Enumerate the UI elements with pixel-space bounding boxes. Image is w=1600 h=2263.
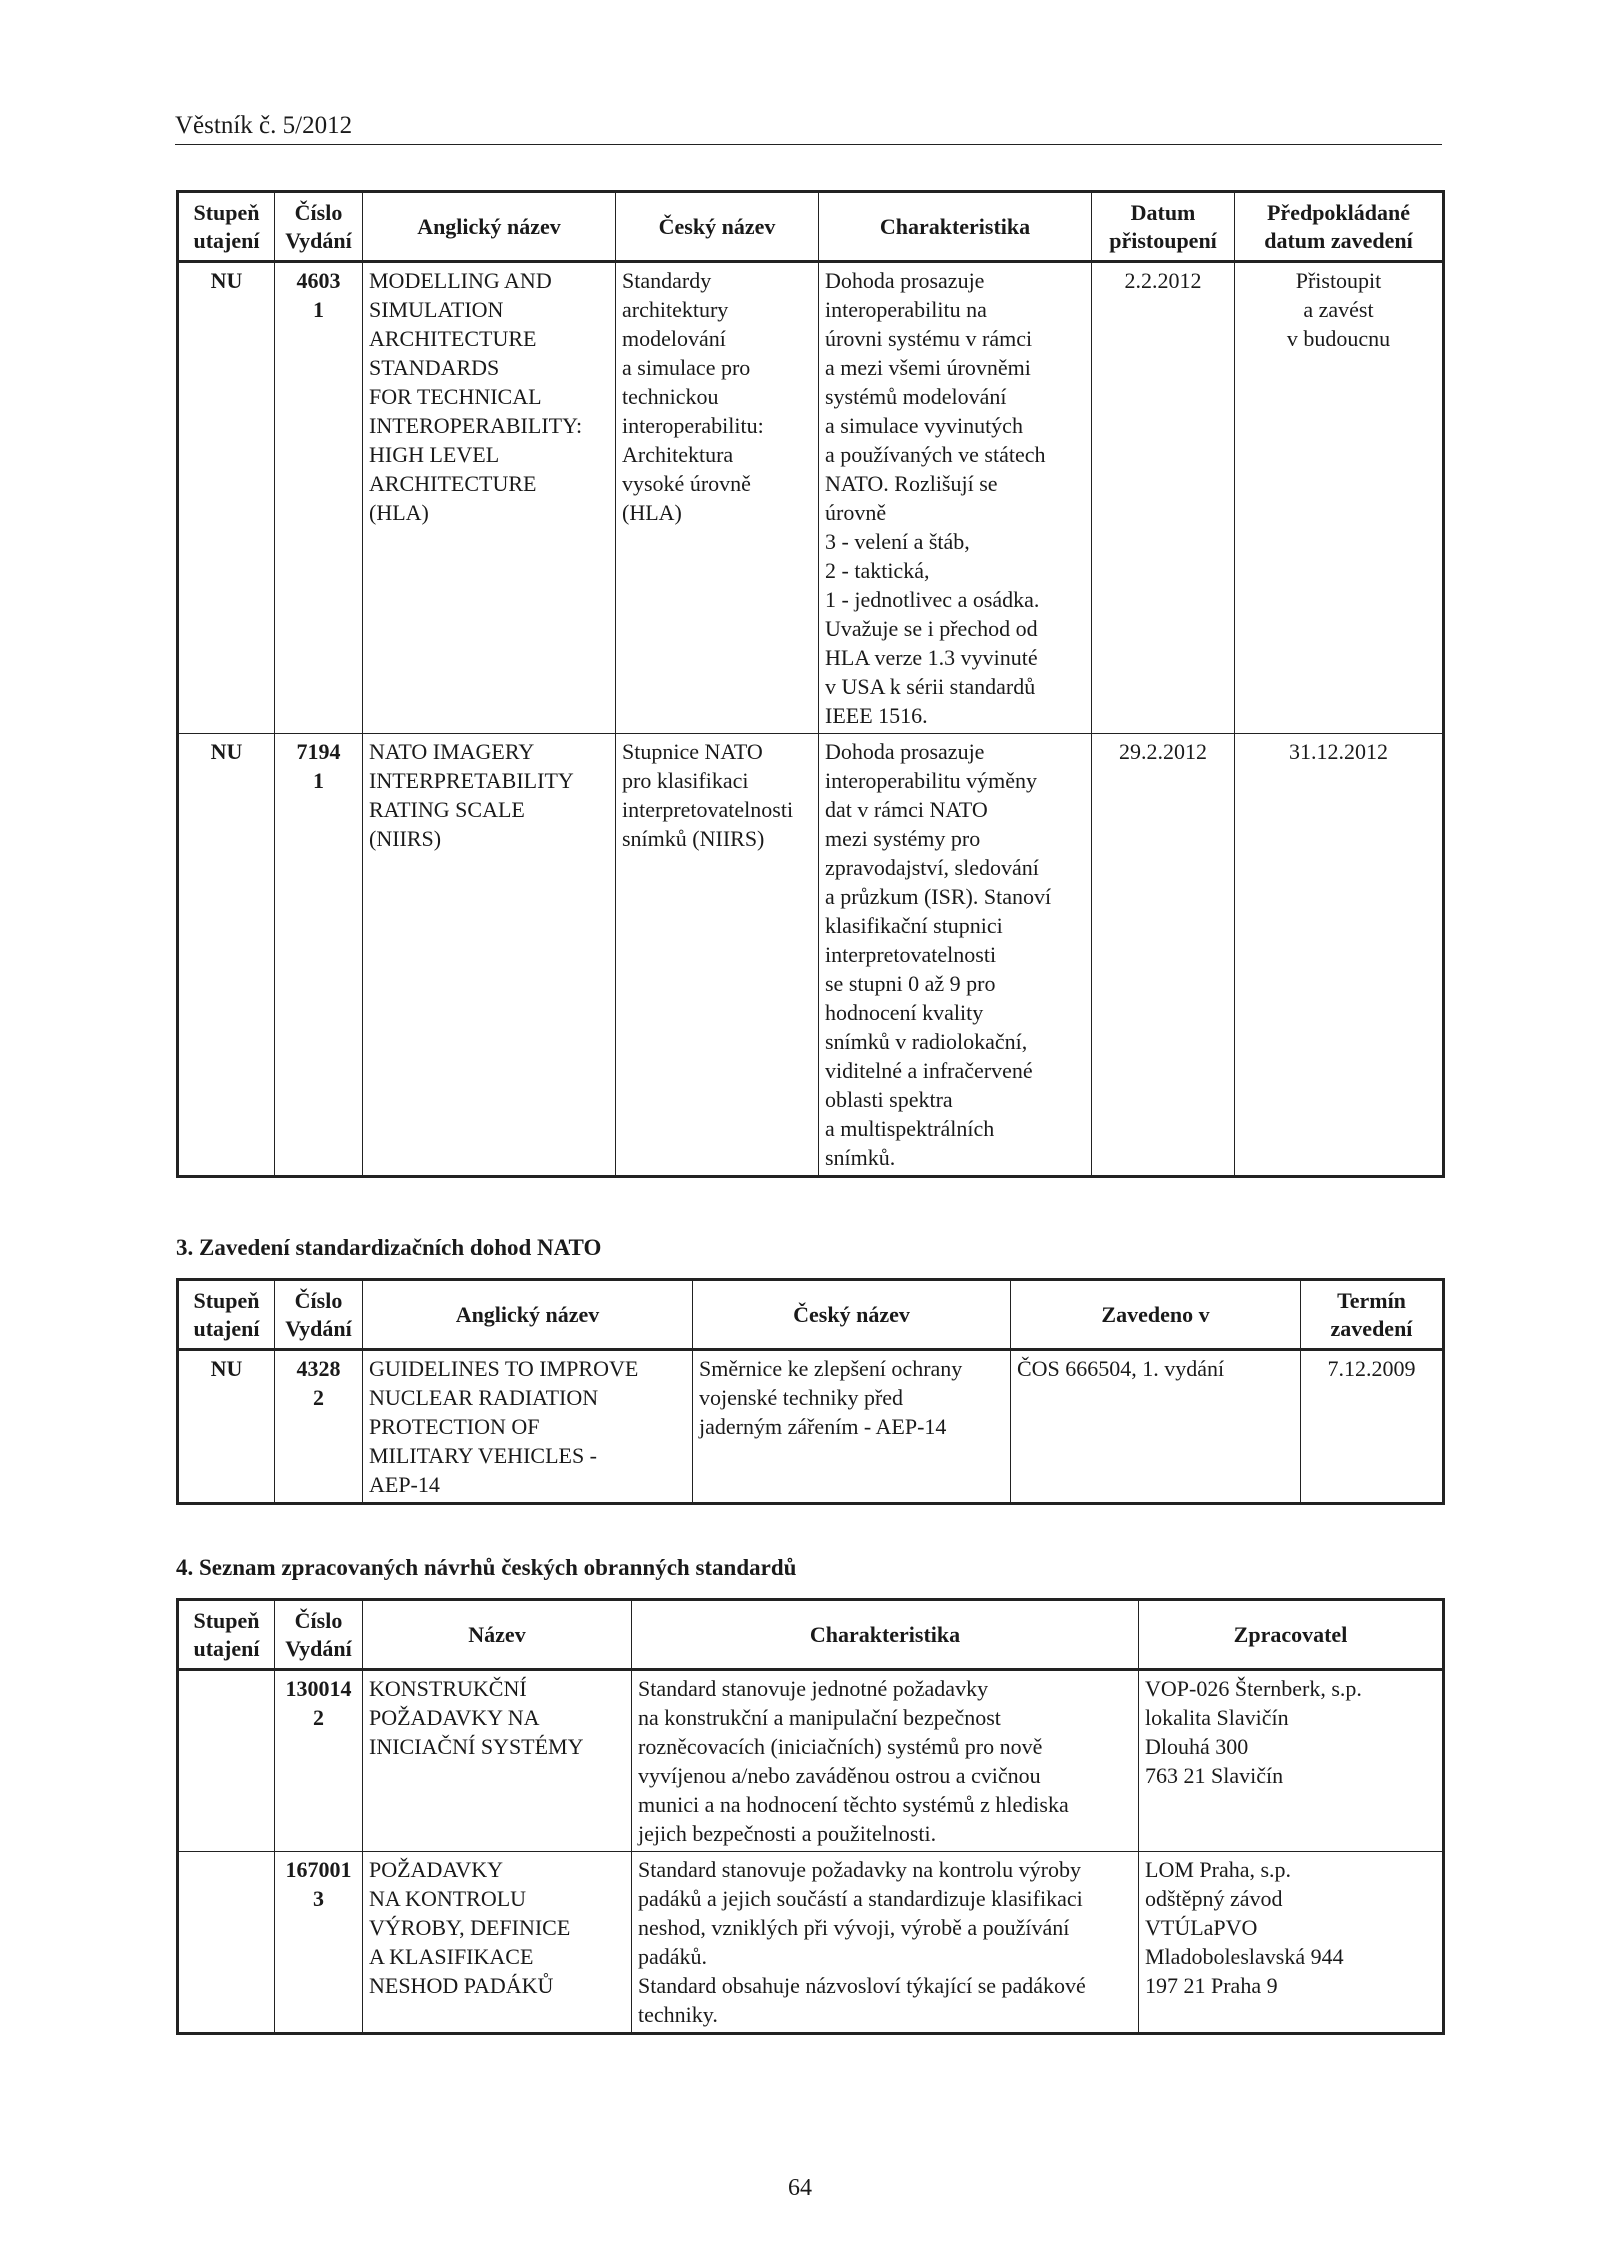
cell-zpracovatel: LOM Praha, s.p. odštěpný závod VTÚLaPVO Mladoboleslavská 944 197 21 Praha 9 (1139, 1852, 1444, 2034)
header-stupen: Stupeň utajení (178, 1600, 275, 1670)
cell-cesky: Stupnice NATO pro klasifikaci interpretovatelnosti snímků (NIIRS) (616, 734, 819, 1177)
table-row (178, 734, 1444, 1177)
cell-anglicky: GUIDELINES TO IMPROVE NUCLEAR RADIATION PROTECTION OF MILITARY VEHICLES - AEP-14 (363, 1350, 693, 1504)
cell-anglicky: MODELLING AND SIMULATION ARCHITECTURE STANDARDS FOR TECHNICAL INTEROPERABILITY: HIGH LEVEL ARCHITECTURE (HLA) (363, 262, 616, 734)
cell-anglicky: NATO IMAGERY INTERPRETABILITY RATING SCALE (NIIRS) (363, 734, 616, 1177)
cell-termin: 7.12.2009 (1301, 1350, 1444, 1504)
header-predpokladane: Předpokládané datum zavedení (1235, 192, 1444, 262)
cell-cislo: 7194 1 (275, 734, 363, 1177)
table-header-row (178, 192, 1444, 262)
cell-predpokladane: 31.12.2012 (1235, 734, 1444, 1177)
section-4-title: 4. Seznam zpracovaných návrhů českých obranných standardů (176, 1555, 797, 1580)
header-cesky: Český název (693, 1280, 1011, 1350)
header-charakteristika: Charakteristika (819, 192, 1092, 262)
cell-zavedeno: ČOS 666504, 1. vydání (1011, 1350, 1301, 1504)
cell-stupen: NU (178, 734, 275, 1177)
section-3-title: 3. Zavedení standardizačních dohod NATO (176, 1235, 602, 1260)
cell-charakteristika: Dohoda prosazuje interoperabilitu výměny dat v rámci NATO mezi systémy pro zpravodajství, sledování a průzkum (ISR). Stanoví klasifikační stupnici interpretovatelnosti se stupni 0 až 9 pro hodnocení kvality snímků v radiolokační, viditelné a infračervené oblasti spektra a multispektrálních snímků. (819, 734, 1092, 1177)
header-datum: Datum přistoupení (1092, 192, 1235, 262)
cell-zpracovatel: VOP-026 Šternberk, s.p. lokalita Slavičín Dlouhá 300 763 21 Slavičín (1139, 1670, 1444, 1852)
cell-datum: 2.2.2012 (1092, 262, 1235, 734)
header-zpracovatel: Zpracovatel (1139, 1600, 1444, 1670)
table-header-row (178, 1280, 1444, 1350)
cell-nazev: POŽADAVKY NA KONTROLU VÝROBY, DEFINICE A KLASIFIKACE NESHOD PADÁKŮ (363, 1852, 632, 2034)
header-stupen: Stupeň utajení (178, 192, 275, 262)
cell-charakteristika: Standard stanovuje požadavky na kontrolu výroby padáků a jejich součástí a standardizuje klasifikaci neshod, vzniklých při vývoji, výrobě a používání padáků. Standard obsahuje názvosloví týkající se padákové techniky. (632, 1852, 1139, 2034)
header-termin: Termín zavedení (1301, 1280, 1444, 1350)
page-number: 64 (788, 2175, 812, 2201)
cell-predpokladane: Přistoupit a zavést v budoucnu (1235, 262, 1444, 734)
table-header-row (178, 1600, 1444, 1670)
journal-title: Věstník č. 5/2012 (175, 112, 353, 139)
cell-datum: 29.2.2012 (1092, 734, 1235, 1177)
header-stupen: Stupeň utajení (178, 1280, 275, 1350)
header-nazev: Název (363, 1600, 632, 1670)
accession-table (176, 190, 1445, 1178)
cell-charakteristika: Standard stanovuje jednotné požadavky na konstrukční a manipulační bezpečnost rozněcovacích (iniciačních) systémů pro nově vyvíjenou a/nebo zaváděnou ostrou a cvičnou munici a na hodnocení těchto systémů z hlediska jejich bezpečnosti a použitelnosti. (632, 1670, 1139, 1852)
cell-stupen (178, 1670, 275, 1852)
table-row (178, 1350, 1444, 1504)
cell-cesky: Standardy architektury modelování a simulace pro technickou interoperabilitu: Architektura vysoké úrovně (HLA) (616, 262, 819, 734)
implementation-table (176, 1278, 1445, 1505)
cell-stupen: NU (178, 1350, 275, 1504)
header-anglicky: Anglický název (363, 192, 616, 262)
header-cesky: Český název (616, 192, 819, 262)
cell-stupen: NU (178, 262, 275, 734)
page-header (175, 112, 1442, 145)
header-cislo: Číslo Vydání (275, 192, 363, 262)
cell-cesky: Směrnice ke zlepšení ochrany vojenské techniky před jaderným zářením - AEP-14 (693, 1350, 1011, 1504)
cell-cislo: 4328 2 (275, 1350, 363, 1504)
cell-cislo: 130014 2 (275, 1670, 363, 1852)
table-row (178, 1670, 1444, 1852)
table-row (178, 262, 1444, 734)
drafts-table (176, 1598, 1445, 2035)
cell-nazev: KONSTRUKČNÍ POŽADAVKY NA INICIAČNÍ SYSTÉMY (363, 1670, 632, 1852)
table-row (178, 1852, 1444, 2034)
header-charakteristika: Charakteristika (632, 1600, 1139, 1670)
cell-cislo: 4603 1 (275, 262, 363, 734)
cell-stupen (178, 1852, 275, 2034)
header-zavedeno: Zavedeno v (1011, 1280, 1301, 1350)
cell-charakteristika: Dohoda prosazuje interoperabilitu na úrovni systému v rámci a mezi všemi úrovněmi systémů modelování a simulace vyvinutých a používaných ve státech NATO. Rozlišují se úrovně 3 - velení a štáb, 2 - taktická, 1 - jednotlivec a osádka. Uvažuje se i přechod od HLA verze 1.3 vyvinuté v USA k sérii standardů IEEE 1516. (819, 262, 1092, 734)
header-cislo: Číslo Vydání (275, 1280, 363, 1350)
header-anglicky: Anglický název (363, 1280, 693, 1350)
cell-cislo: 167001 3 (275, 1852, 363, 2034)
header-cislo: Číslo Vydání (275, 1600, 363, 1670)
